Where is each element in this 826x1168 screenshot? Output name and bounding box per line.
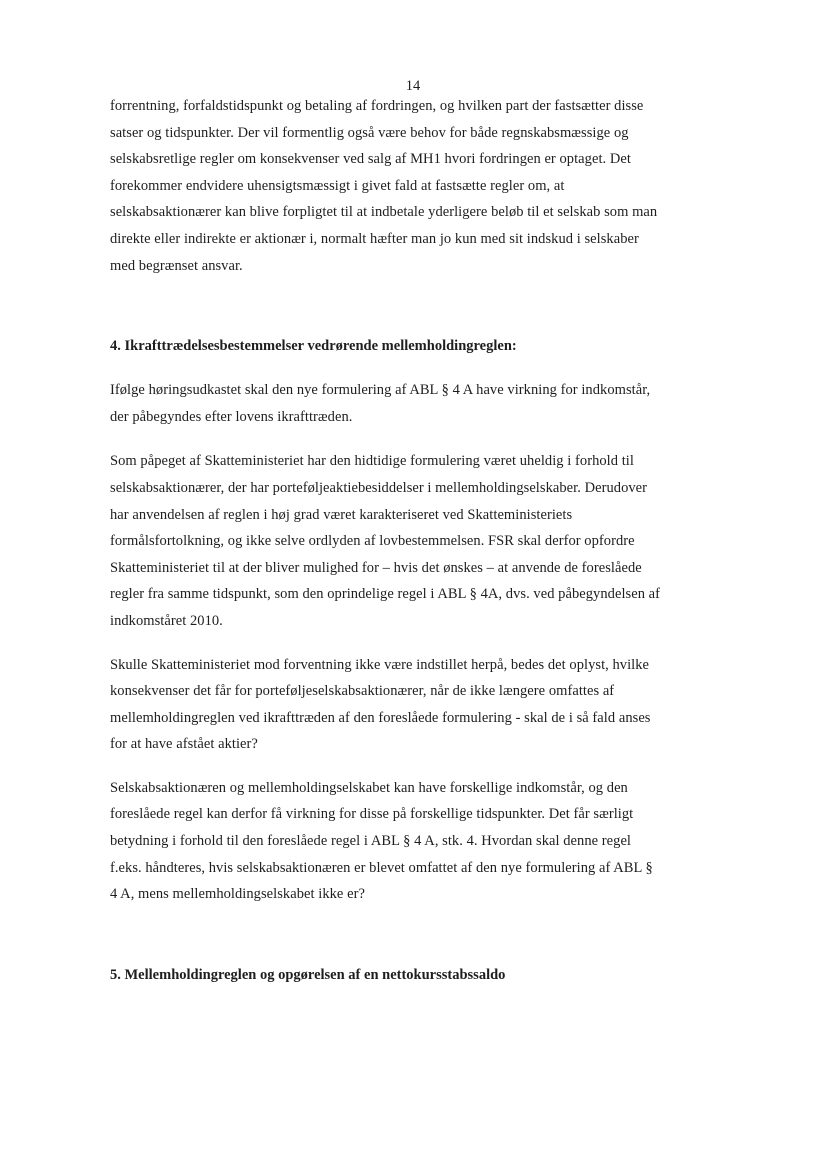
text-line: konsekvenser det får for porteføljeselskabsaktionærer, når de ikke længere omfattes af: [110, 683, 615, 700]
section-5-heading: 5. Mellemholdingreglen og opgørelsen af en nettokursstabssaldo: [110, 966, 506, 983]
text-line: 4 A, mens mellemholdingselskabet ikke er?: [110, 886, 365, 903]
text-line: f.eks. håndteres, hvis selskabsaktionæren er blevet omfattet af den nye formulering af ABL §: [110, 859, 653, 876]
text-line: formålsfortolkning, og ikke selve ordlyden af lovbestemmelsen. FSR skal derfor opfordre: [110, 533, 635, 550]
section-4-paragraph-4: [110, 775, 722, 908]
section-4-paragraph-1: [110, 377, 722, 430]
text-line: satser og tidspunkter. Der vil formentlig også være behov for både regnskabsmæssige og: [110, 124, 629, 141]
text-line: forrentning, forfaldstidspunkt og betaling af fordringen, og hvilken part der fastsætter disse: [110, 98, 644, 114]
text-line: for at have afstået aktier?: [110, 736, 258, 753]
text-line: foreslåede regel kan derfor få virkning for disse på forskellige tidspunkter. Det får særligt: [110, 806, 634, 823]
text-line: direkte eller indirekte er aktionær i, normalt hæfter man jo kun med sit indskud i selskaber: [110, 230, 639, 247]
text-line: selskabsaktionærer kan blive forpligtet til at indbetale yderligere beløb til et selskab som man: [110, 204, 658, 221]
text-line: Selskabsaktionæren og mellemholdingselskabet kan have forskellige indkomstår, og den: [110, 779, 628, 796]
text-line: regler fra samme tidspunkt, som den oprindelige regel i ABL § 4A, dvs. ved påbegyndelsen af: [110, 586, 661, 603]
text-line: Som påpeget af Skatteministeriet har den hidtidige formulering været uheldig i forhold til: [110, 453, 634, 470]
page-number: 14: [405, 78, 421, 94]
text-line: mellemholdingreglen ved ikrafttræden af den foreslåede formulering - skal de i så fald anses: [110, 709, 651, 726]
text-line: forekommer endvidere uhensigtsmæssigt i givet fald at fastsætte regler om, at: [110, 177, 565, 194]
text-line: betydning i forhold til den foreslåede regel i ABL § 4 A, stk. 4. Hvordan skal denne regel: [110, 833, 632, 850]
text-line: selskabsaktionærer, der har porteføljeaktiebesiddelser i mellemholdingselskaber. Derudover: [110, 479, 648, 496]
section-4-paragraph-3: [110, 652, 722, 758]
text-line: indkomståret 2010.: [110, 612, 223, 629]
text-line: selskabsretlige regler om konsekvenser ved salg af MH1 hvori fordringen er optaget. Det: [110, 151, 631, 168]
text-line: der påbegyndes efter lovens ikrafttræden.: [110, 408, 353, 425]
text-line: har anvendelsen af reglen i høj grad været karakteriseret ved Skatteministeriets: [110, 506, 573, 523]
text-line: Skulle Skatteministeriet mod forventning ikke være indstillet herpå, bedes det oplyst, hvilke: [110, 656, 650, 673]
section-4-paragraph-2: [110, 448, 722, 634]
text-line: med begrænset ansvar.: [110, 257, 243, 274]
text-line: Skatteministeriet til at der bliver mulighed for – hvis det ønskes – at anvende de foreslåede: [110, 559, 642, 576]
page-content: [110, 93, 722, 988]
section-4-heading: 4. Ikrafttrædelsesbestemmelser vedrørende mellemholdingreglen:: [110, 338, 517, 355]
intro-paragraph: [110, 93, 722, 279]
text-line: Ifølge høringsudkastet skal den nye formulering af ABL § 4 A have virkning for indkomstår,: [110, 382, 651, 399]
